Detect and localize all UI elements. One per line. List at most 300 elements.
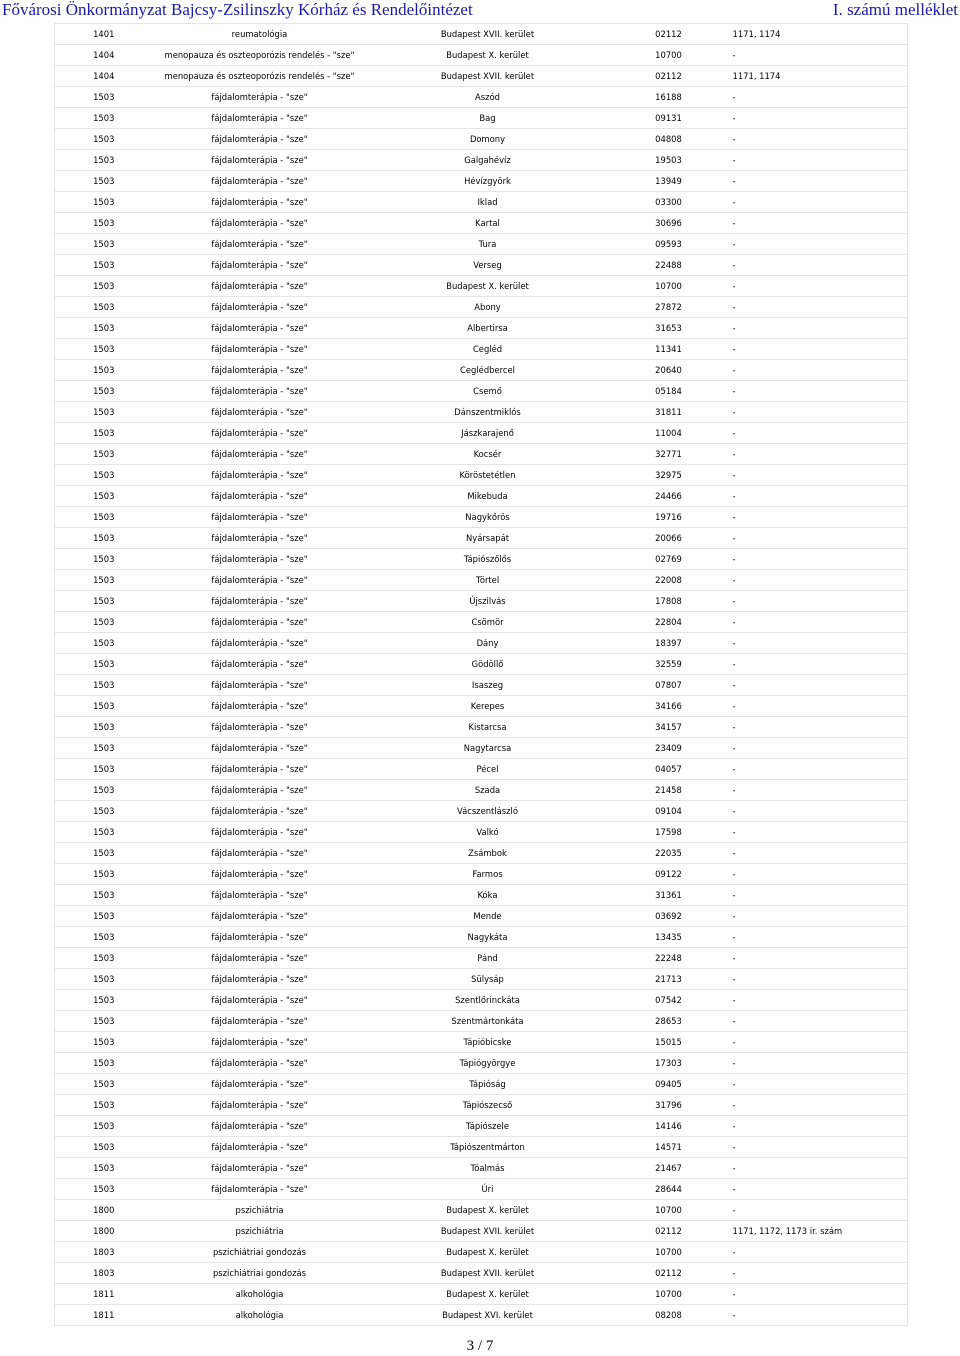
location-cell: Csemő (367, 381, 609, 402)
location-cell: Kóka (367, 885, 609, 906)
code-cell: 1800 (55, 1221, 153, 1242)
specialty-cell: fájdalomterápia - "sze" (153, 192, 367, 213)
table-row (55, 234, 908, 255)
table-row (55, 990, 908, 1011)
district-cell: - (729, 528, 908, 549)
code-cell: 1503 (55, 906, 153, 927)
table-row (55, 255, 908, 276)
code-cell: 1503 (55, 381, 153, 402)
code-cell: 1503 (55, 822, 153, 843)
location-cell: Tápiószele (367, 1116, 609, 1137)
specialty-cell: fájdalomterápia - "sze" (153, 108, 367, 129)
location-cell: Abony (367, 297, 609, 318)
zip-code-cell: 14571 (609, 1137, 729, 1158)
specialty-cell: fájdalomterápia - "sze" (153, 234, 367, 255)
district-cell: - (729, 87, 908, 108)
location-cell: Budapest X. kerület (367, 1284, 609, 1305)
district-cell: - (729, 339, 908, 360)
district-cell: - (729, 1011, 908, 1032)
district-cell: - (729, 1137, 908, 1158)
code-cell: 1503 (55, 129, 153, 150)
code-cell: 1503 (55, 171, 153, 192)
location-cell: Szada (367, 780, 609, 801)
code-cell: 1503 (55, 675, 153, 696)
table-row (55, 1242, 908, 1263)
specialty-cell: fájdalomterápia - "sze" (153, 885, 367, 906)
location-cell: Kistarcsa (367, 717, 609, 738)
location-cell: Gödöllő (367, 654, 609, 675)
location-cell: Tápiógyörgye (367, 1053, 609, 1074)
table-row (55, 717, 908, 738)
table-row (55, 633, 908, 654)
code-cell: 1503 (55, 213, 153, 234)
code-cell: 1800 (55, 1200, 153, 1221)
zip-code-cell: 32771 (609, 444, 729, 465)
zip-code-cell: 20066 (609, 528, 729, 549)
location-cell: Farmos (367, 864, 609, 885)
district-cell: - (729, 1116, 908, 1137)
table-row (55, 612, 908, 633)
location-cell: Zsámbok (367, 843, 609, 864)
specialty-cell: fájdalomterápia - "sze" (153, 486, 367, 507)
zip-code-cell: 10700 (609, 45, 729, 66)
district-cell: - (729, 1053, 908, 1074)
table-row (55, 423, 908, 444)
zip-code-cell: 10700 (609, 1200, 729, 1221)
location-cell: Valkó (367, 822, 609, 843)
specialty-cell: fájdalomterápia - "sze" (153, 444, 367, 465)
specialty-cell: fájdalomterápia - "sze" (153, 318, 367, 339)
district-cell: - (729, 1200, 908, 1221)
table-row (55, 1095, 908, 1116)
code-cell: 1503 (55, 507, 153, 528)
specialty-cell: fájdalomterápia - "sze" (153, 1095, 367, 1116)
specialty-cell: fájdalomterápia - "sze" (153, 738, 367, 759)
location-cell: Budapest X. kerület (367, 1200, 609, 1221)
zip-code-cell: 19503 (609, 150, 729, 171)
location-cell: Budapest XVI. kerület (367, 1305, 609, 1326)
zip-code-cell: 13949 (609, 171, 729, 192)
table-row (55, 1284, 908, 1305)
code-cell: 1503 (55, 654, 153, 675)
data-table (54, 23, 908, 1326)
table-row (55, 465, 908, 486)
specialty-cell: fájdalomterápia - "sze" (153, 948, 367, 969)
table-row (55, 948, 908, 969)
location-cell: Verseg (367, 255, 609, 276)
table-row (55, 759, 908, 780)
location-cell: Galgahévíz (367, 150, 609, 171)
specialty-cell: pszichiátria (153, 1221, 367, 1242)
code-cell: 1811 (55, 1305, 153, 1326)
district-cell: - (729, 1032, 908, 1053)
location-cell: Budapest XVII. kerület (367, 66, 609, 87)
district-cell: 1171, 1174 (729, 24, 908, 45)
location-cell: Nagykáta (367, 927, 609, 948)
code-cell: 1503 (55, 444, 153, 465)
code-cell: 1503 (55, 1032, 153, 1053)
code-cell: 1503 (55, 864, 153, 885)
specialty-cell: fájdalomterápia - "sze" (153, 570, 367, 591)
district-cell: - (729, 1095, 908, 1116)
zip-code-cell: 15015 (609, 1032, 729, 1053)
specialty-cell: fájdalomterápia - "sze" (153, 297, 367, 318)
specialty-cell: pszichiátria (153, 1200, 367, 1221)
district-cell: - (729, 507, 908, 528)
code-cell: 1503 (55, 297, 153, 318)
specialty-cell: pszichiátriai gondozás (153, 1263, 367, 1284)
location-cell: Domony (367, 129, 609, 150)
table-row (55, 360, 908, 381)
zip-code-cell: 32559 (609, 654, 729, 675)
specialty-cell: fájdalomterápia - "sze" (153, 87, 367, 108)
table-body (55, 24, 908, 1326)
specialty-cell: fájdalomterápia - "sze" (153, 1074, 367, 1095)
code-cell: 1503 (55, 990, 153, 1011)
zip-code-cell: 13435 (609, 927, 729, 948)
district-cell: - (729, 948, 908, 969)
specialty-cell: fájdalomterápia - "sze" (153, 549, 367, 570)
table-row (55, 150, 908, 171)
district-cell: - (729, 276, 908, 297)
zip-code-cell: 08208 (609, 1305, 729, 1326)
zip-code-cell: 31811 (609, 402, 729, 423)
specialty-cell: fájdalomterápia - "sze" (153, 759, 367, 780)
code-cell: 1503 (55, 255, 153, 276)
code-cell: 1503 (55, 591, 153, 612)
code-cell: 1503 (55, 948, 153, 969)
zip-code-cell: 09593 (609, 234, 729, 255)
table-row (55, 1305, 908, 1326)
table-row (55, 507, 908, 528)
district-cell: - (729, 1263, 908, 1284)
district-cell: - (729, 738, 908, 759)
location-cell: Törtel (367, 570, 609, 591)
district-cell: 1171, 1172, 1173 ir. szám (729, 1221, 908, 1242)
district-cell: - (729, 150, 908, 171)
specialty-cell: reumatológia (153, 24, 367, 45)
table-row (55, 129, 908, 150)
code-cell: 1503 (55, 885, 153, 906)
zip-code-cell: 02769 (609, 549, 729, 570)
zip-code-cell: 04057 (609, 759, 729, 780)
code-cell: 1503 (55, 780, 153, 801)
specialty-cell: fájdalomterápia - "sze" (153, 423, 367, 444)
specialty-cell: fájdalomterápia - "sze" (153, 591, 367, 612)
district-cell: - (729, 297, 908, 318)
specialty-cell: fájdalomterápia - "sze" (153, 171, 367, 192)
specialty-cell: fájdalomterápia - "sze" (153, 906, 367, 927)
district-cell: - (729, 654, 908, 675)
location-cell: Nagykőrös (367, 507, 609, 528)
zip-code-cell: 21467 (609, 1158, 729, 1179)
district-cell: - (729, 591, 908, 612)
zip-code-cell: 22804 (609, 612, 729, 633)
specialty-cell: fájdalomterápia - "sze" (153, 1116, 367, 1137)
zip-code-cell: 14146 (609, 1116, 729, 1137)
location-cell: Tura (367, 234, 609, 255)
specialty-cell: menopauza és oszteoporózis rendelés - "sze" (153, 45, 367, 66)
specialty-cell: fájdalomterápia - "sze" (153, 276, 367, 297)
district-cell: - (729, 675, 908, 696)
district-cell: - (729, 633, 908, 654)
zip-code-cell: 10700 (609, 1242, 729, 1263)
table-row (55, 654, 908, 675)
location-cell: Tápióság (367, 1074, 609, 1095)
specialty-cell: fájdalomterápia - "sze" (153, 1032, 367, 1053)
zip-code-cell: 19716 (609, 507, 729, 528)
location-cell: Budapest XVII. kerület (367, 24, 609, 45)
zip-code-cell: 02112 (609, 24, 729, 45)
district-cell: - (729, 717, 908, 738)
code-cell: 1503 (55, 486, 153, 507)
table-row (55, 1074, 908, 1095)
district-cell: - (729, 1179, 908, 1200)
zip-code-cell: 11004 (609, 423, 729, 444)
zip-code-cell: 03300 (609, 192, 729, 213)
zip-code-cell: 04808 (609, 129, 729, 150)
specialty-cell: fájdalomterápia - "sze" (153, 1053, 367, 1074)
table-row (55, 843, 908, 864)
code-cell: 1503 (55, 276, 153, 297)
table-row (55, 1179, 908, 1200)
zip-code-cell: 17303 (609, 1053, 729, 1074)
code-cell: 1503 (55, 192, 153, 213)
location-cell: Csömör (367, 612, 609, 633)
location-cell: Tápiószőlős (367, 549, 609, 570)
zip-code-cell: 18397 (609, 633, 729, 654)
specialty-cell: fájdalomterápia - "sze" (153, 1137, 367, 1158)
code-cell: 1503 (55, 1095, 153, 1116)
table-row (55, 801, 908, 822)
appendix-label: I. számú melléklet (832, 0, 958, 19)
location-cell: Budapest X. kerület (367, 45, 609, 66)
table-row (55, 738, 908, 759)
code-cell: 1503 (55, 360, 153, 381)
district-cell: - (729, 780, 908, 801)
specialty-cell: alkohológia (153, 1284, 367, 1305)
district-cell: - (729, 171, 908, 192)
location-cell: Budapest X. kerület (367, 276, 609, 297)
table-row (55, 969, 908, 990)
table-row (55, 864, 908, 885)
zip-code-cell: 32975 (609, 465, 729, 486)
code-cell: 1503 (55, 1053, 153, 1074)
table-row (55, 381, 908, 402)
code-cell: 1503 (55, 87, 153, 108)
zip-code-cell: 22248 (609, 948, 729, 969)
district-cell: - (729, 318, 908, 339)
zip-code-cell: 22008 (609, 570, 729, 591)
location-cell: Hévízgyörk (367, 171, 609, 192)
specialty-cell: fájdalomterápia - "sze" (153, 843, 367, 864)
district-cell: - (729, 108, 908, 129)
district-cell: - (729, 1242, 908, 1263)
zip-code-cell: 10700 (609, 1284, 729, 1305)
location-cell: Tápiószecső (367, 1095, 609, 1116)
location-cell: Bag (367, 108, 609, 129)
zip-code-cell: 07542 (609, 990, 729, 1011)
specialty-cell: fájdalomterápia - "sze" (153, 255, 367, 276)
table-row (55, 1011, 908, 1032)
specialty-cell: fájdalomterápia - "sze" (153, 801, 367, 822)
specialty-cell: fájdalomterápia - "sze" (153, 507, 367, 528)
location-cell: Tápiószentmárton (367, 1137, 609, 1158)
table-row (55, 486, 908, 507)
location-cell: Budapest XVII. kerület (367, 1221, 609, 1242)
specialty-cell: fájdalomterápia - "sze" (153, 612, 367, 633)
code-cell: 1503 (55, 150, 153, 171)
location-cell: Pécel (367, 759, 609, 780)
table-row (55, 1158, 908, 1179)
zip-code-cell: 17598 (609, 822, 729, 843)
code-cell: 1503 (55, 738, 153, 759)
district-cell: - (729, 381, 908, 402)
code-cell: 1404 (55, 66, 153, 87)
zip-code-cell: 22035 (609, 843, 729, 864)
specialty-cell: fájdalomterápia - "sze" (153, 465, 367, 486)
code-cell: 1503 (55, 612, 153, 633)
district-cell: - (729, 402, 908, 423)
district-cell: - (729, 759, 908, 780)
district-cell: - (729, 696, 908, 717)
district-cell: - (729, 465, 908, 486)
district-cell: - (729, 990, 908, 1011)
specialty-cell: fájdalomterápia - "sze" (153, 969, 367, 990)
district-cell: - (729, 549, 908, 570)
table-row (55, 906, 908, 927)
zip-code-cell: 02112 (609, 66, 729, 87)
zip-code-cell: 31653 (609, 318, 729, 339)
district-cell: - (729, 801, 908, 822)
specialty-cell: fájdalomterápia - "sze" (153, 822, 367, 843)
location-cell: Budapest X. kerület (367, 1242, 609, 1263)
code-cell: 1404 (55, 45, 153, 66)
location-cell: Cegléd (367, 339, 609, 360)
zip-code-cell: 09122 (609, 864, 729, 885)
zip-code-cell: 20640 (609, 360, 729, 381)
district-cell: - (729, 360, 908, 381)
code-cell: 1803 (55, 1242, 153, 1263)
code-cell: 1503 (55, 528, 153, 549)
code-cell: 1503 (55, 234, 153, 255)
district-cell: - (729, 192, 908, 213)
zip-code-cell: 34166 (609, 696, 729, 717)
specialty-cell: fájdalomterápia - "sze" (153, 990, 367, 1011)
location-cell: Köröstetétlen (367, 465, 609, 486)
location-cell: Nyársapát (367, 528, 609, 549)
table-row (55, 402, 908, 423)
table-row (55, 1053, 908, 1074)
page-number: 3 / 7 (466, 1338, 494, 1354)
district-cell: - (729, 213, 908, 234)
district-cell: - (729, 444, 908, 465)
location-cell: Mende (367, 906, 609, 927)
specialty-cell: alkohológia (153, 1305, 367, 1326)
location-cell: Pánd (367, 948, 609, 969)
code-cell: 1503 (55, 633, 153, 654)
zip-code-cell: 23409 (609, 738, 729, 759)
code-cell: 1503 (55, 1158, 153, 1179)
location-cell: Szentlőrinckáta (367, 990, 609, 1011)
code-cell: 1503 (55, 108, 153, 129)
district-cell: - (729, 234, 908, 255)
zip-code-cell: 21713 (609, 969, 729, 990)
table-row (55, 696, 908, 717)
code-cell: 1503 (55, 1179, 153, 1200)
location-cell: Tápióbicske (367, 1032, 609, 1053)
code-cell: 1503 (55, 465, 153, 486)
table-row (55, 318, 908, 339)
zip-code-cell: 02112 (609, 1263, 729, 1284)
specialty-cell: fájdalomterápia - "sze" (153, 780, 367, 801)
code-cell: 1503 (55, 843, 153, 864)
table-row (55, 570, 908, 591)
table-row (55, 675, 908, 696)
zip-code-cell: 34157 (609, 717, 729, 738)
code-cell: 1503 (55, 570, 153, 591)
specialty-cell: fájdalomterápia - "sze" (153, 1011, 367, 1032)
specialty-cell: fájdalomterápia - "sze" (153, 339, 367, 360)
district-cell: - (729, 1158, 908, 1179)
zip-code-cell: 11341 (609, 339, 729, 360)
specialty-cell: fájdalomterápia - "sze" (153, 213, 367, 234)
zip-code-cell: 28653 (609, 1011, 729, 1032)
zip-code-cell: 30696 (609, 213, 729, 234)
table-row (55, 1032, 908, 1053)
location-cell: Tóalmás (367, 1158, 609, 1179)
table-row (55, 66, 908, 87)
specialty-cell: fájdalomterápia - "sze" (153, 864, 367, 885)
location-cell: Aszód (367, 87, 609, 108)
zip-code-cell: 16188 (609, 87, 729, 108)
location-cell: Nagytarcsa (367, 738, 609, 759)
table-row (55, 591, 908, 612)
table-row (55, 885, 908, 906)
location-cell: Dány (367, 633, 609, 654)
zip-code-cell: 03692 (609, 906, 729, 927)
location-cell: Kocsér (367, 444, 609, 465)
table-row (55, 297, 908, 318)
location-cell: Isaszeg (367, 675, 609, 696)
specialty-cell: fájdalomterápia - "sze" (153, 528, 367, 549)
institution-title: Fővárosi Önkormányzat Bajcsy-Zsilinszky Kórház és Rendelőintézet (2, 0, 473, 19)
zip-code-cell: 27872 (609, 297, 729, 318)
code-cell: 1811 (55, 1284, 153, 1305)
zip-code-cell: 09104 (609, 801, 729, 822)
specialty-cell: pszichiátriai gondozás (153, 1242, 367, 1263)
code-cell: 1503 (55, 801, 153, 822)
code-cell: 1503 (55, 1116, 153, 1137)
specialty-cell: fájdalomterápia - "sze" (153, 150, 367, 171)
zip-code-cell: 09405 (609, 1074, 729, 1095)
zip-code-cell: 22488 (609, 255, 729, 276)
table-row (55, 87, 908, 108)
zip-code-cell: 02112 (609, 1221, 729, 1242)
table-row (55, 24, 908, 45)
specialty-cell: fájdalomterápia - "sze" (153, 1158, 367, 1179)
district-cell: - (729, 906, 908, 927)
table-row (55, 444, 908, 465)
district-cell: - (729, 423, 908, 444)
zip-code-cell: 21458 (609, 780, 729, 801)
specialty-cell: fájdalomterápia - "sze" (153, 633, 367, 654)
district-cell: - (729, 486, 908, 507)
location-cell: Kartal (367, 213, 609, 234)
table-row (55, 822, 908, 843)
specialty-cell: menopauza és oszteoporózis rendelés - "sze" (153, 66, 367, 87)
table-row (55, 108, 908, 129)
